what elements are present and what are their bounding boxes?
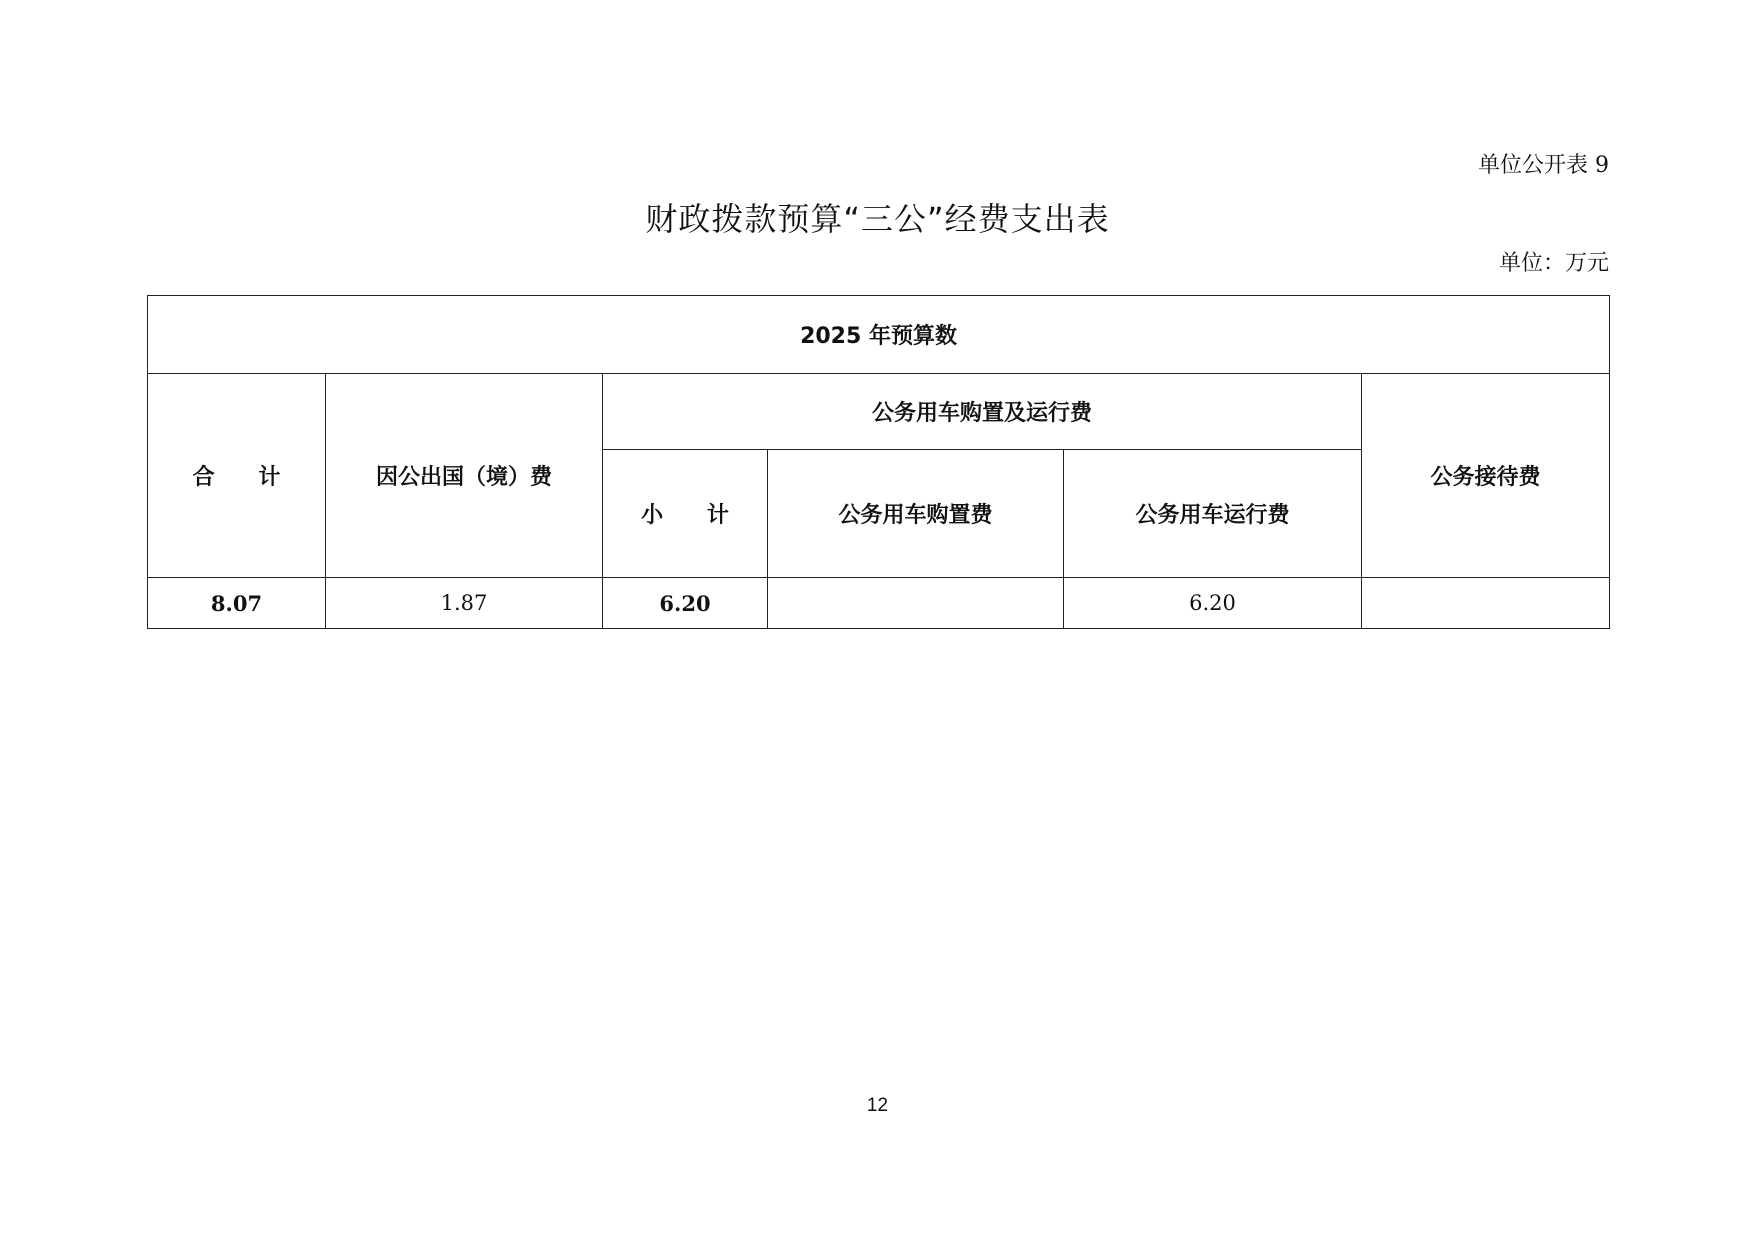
header-subtotal bbox=[603, 450, 768, 578]
cell-reception bbox=[1362, 578, 1610, 629]
document-title: 财政拨款预算“三公”经费支出表 bbox=[645, 200, 1110, 238]
cell-vehicle-operation: 6.20 bbox=[1064, 578, 1362, 629]
cell-overseas: 1.87 bbox=[326, 578, 603, 629]
cell-total: 8.07 bbox=[148, 578, 326, 629]
header-total-label: 合 计 bbox=[192, 465, 299, 490]
header-vehicle-group: 公务用车购置及运行费 bbox=[603, 374, 1362, 450]
header-subtotal-label: 小 计 bbox=[641, 503, 747, 528]
header-vehicle-purchase: 公务用车购置费 bbox=[768, 450, 1064, 578]
cell-vehicle-purchase bbox=[768, 578, 1064, 629]
budget-table bbox=[147, 295, 1610, 629]
cell-subtotal: 6.20 bbox=[603, 578, 768, 629]
year-header-row bbox=[148, 296, 1610, 374]
header-reception: 公务接待费 bbox=[1362, 374, 1610, 578]
year-header: 2025 年预算数 bbox=[800, 324, 957, 349]
header-overseas: 因公出国（境）费 bbox=[326, 374, 603, 578]
header-total bbox=[148, 374, 326, 578]
table-label: 单位公开表 9 bbox=[1478, 153, 1609, 178]
page-number: 12 bbox=[866, 1095, 889, 1116]
year-header-cell bbox=[148, 296, 1610, 374]
unit-label: 单位：万元 bbox=[1498, 251, 1609, 276]
table-row bbox=[148, 578, 1610, 629]
column-group-row bbox=[148, 374, 1610, 450]
header-vehicle-operation: 公务用车运行费 bbox=[1064, 450, 1362, 578]
